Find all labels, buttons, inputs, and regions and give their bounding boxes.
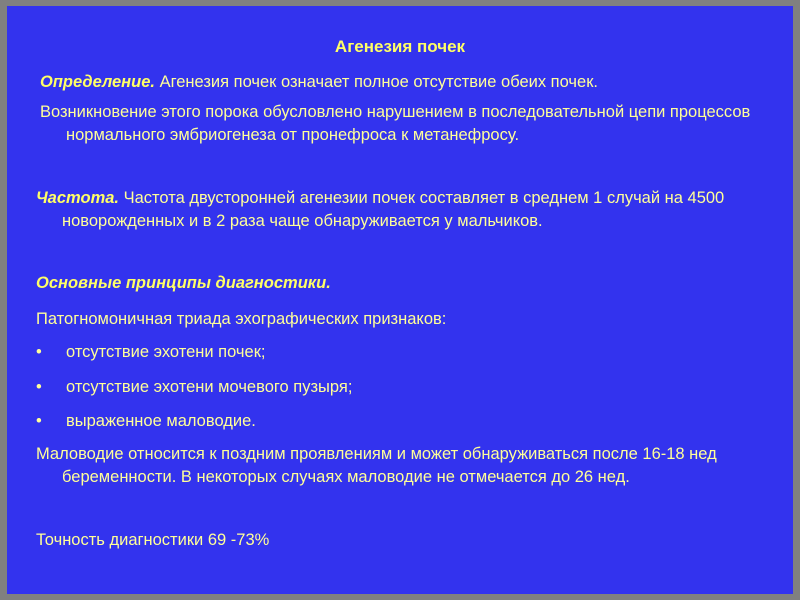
bullet-dot-icon: • — [36, 412, 42, 430]
bullet-text: отсутствие эхотени почек; — [66, 343, 266, 361]
bullet-dot-icon: • — [36, 343, 42, 361]
definition-label: Определение. — [40, 73, 155, 91]
bullet-dot-icon: • — [36, 378, 42, 396]
slide — [7, 6, 793, 594]
bullet-text: выраженное маловодие. — [66, 412, 256, 430]
accuracy-line: Точность диагностики 69 -73% — [36, 531, 270, 549]
oligohydramnios-paragraph: Маловодие относится к поздним проявлениям и может обнаруживаться после 16-18 нед беременности. В некоторых случаях маловодие не отмечается до 26 нед. — [36, 445, 717, 486]
triad-intro: Патогномоничная триада эхографических признаков: — [36, 310, 447, 328]
origin-paragraph: Возникновение этого порока обусловлено нарушением в последовательной цепи процессов нормального эмбриогенеза от пронефроса к метанефросу. — [40, 103, 751, 144]
bullet-text: отсутствие эхотени мочевого пузыря; — [66, 378, 353, 396]
definition-text: Агенезия почек означает полное отсутствие обеих почек. — [154, 73, 599, 91]
diagnostics-heading: Основные принципы диагностики. — [36, 274, 331, 292]
frequency-paragraph — [36, 187, 762, 233]
frequency-label: Частота. — [36, 189, 119, 207]
slide-title: Агенезия почек — [334, 37, 466, 56]
definition-paragraph — [40, 71, 780, 94]
frequency-text: Частота двусторонней агенезии почек составляет в среднем 1 случай на 4500 новорожденных и в 2 раза чаще обнаруживается у мальчиков. — [62, 189, 725, 230]
